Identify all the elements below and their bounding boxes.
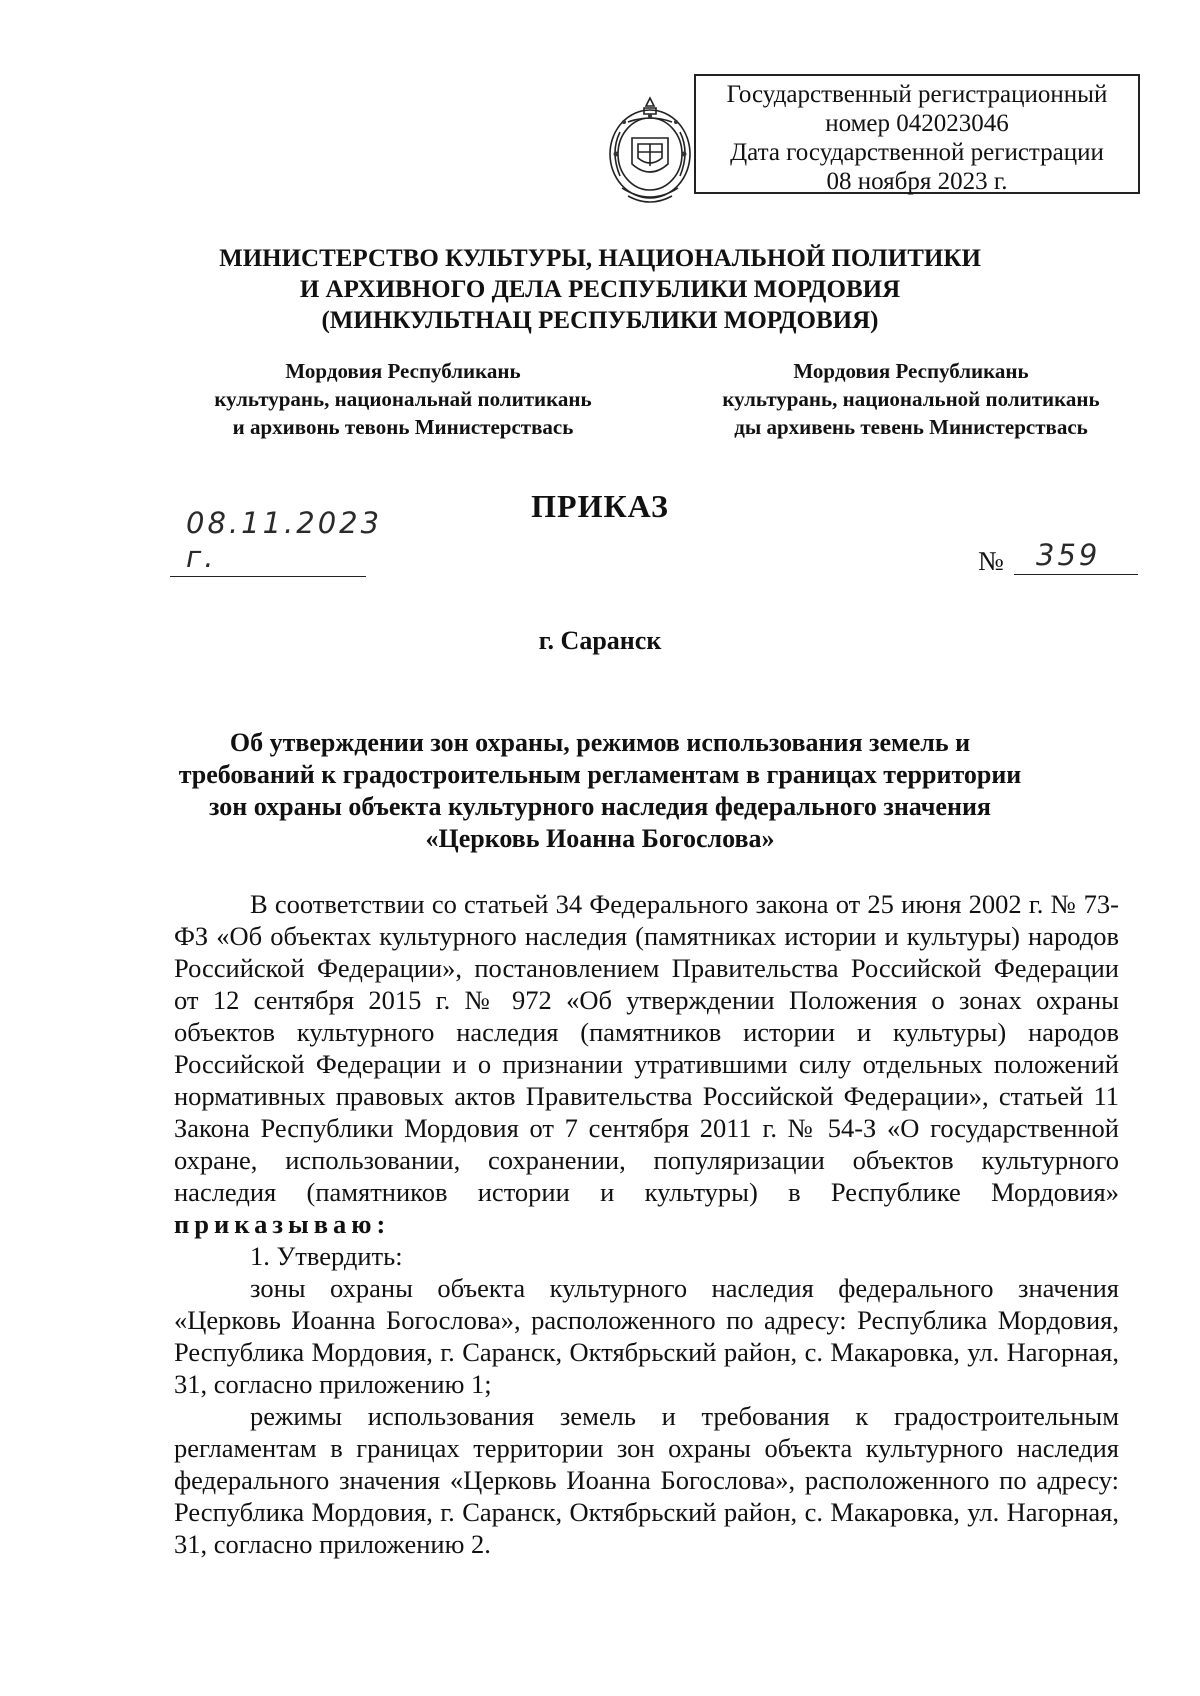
ministry-name-moksha	[178, 357, 628, 441]
moksha-line-3: и архивонь тевонь Министерствась	[232, 415, 574, 439]
city: г. Саранск	[538, 626, 662, 655]
moksha-line-2: культурань, национальнай политикань	[214, 387, 592, 411]
order-number-handwritten: 359	[1036, 538, 1101, 572]
registration-stamp	[694, 74, 1140, 194]
coat-of-arms-icon	[598, 92, 702, 208]
document-type: ПРИКАЗ	[531, 488, 669, 524]
order-date-handwritten: 08.11.2023 г.	[186, 506, 383, 574]
registration-number: номер 042023046	[825, 110, 1009, 137]
title-line-1: Об утверждении зон охраны, режимов использования земель и	[229, 728, 971, 757]
title-line-3: зон охраны объекта культурного наследия федерального значения	[209, 792, 991, 821]
title-line-4: «Церковь Иоанна Богослова»	[425, 824, 775, 853]
order-number-label: №	[978, 546, 1004, 576]
preamble-paragraph	[174, 888, 1119, 1240]
registration-date: 08 ноября 2023 г.	[826, 168, 1008, 195]
order-number-field	[1014, 532, 1138, 575]
ministry-line-1: МИНИСТЕРСТВО КУЛЬТУРЫ, НАЦИОНАЛЬНОЙ ПОЛИТИКИ	[219, 245, 981, 272]
ministry-header	[0, 243, 1200, 336]
preamble-text: В соответствии со статьей 34 Федерального закона от 25 июня 2002 г. № 73-ФЗ «Об объектах культурного наследия (памятниках истории и культуры) народов Российской Федерации», постановлением Правительства Российской Федерации от 12 сентября 2015 г. № 972 «Об утверждении Положения о зонах охраны объектов культурного наследия (памятников истории и культуры) народов Российской Федерации и о признании утратившими силу отдельных положений нормативных правовых актов Правительства Российской Федерации», статьей 11 Закона Республики Мордовия от 7 сентября 2011 г. № 54-З «О государственной охране, использовании, сохранении, популяризации объектов культурного наследия (памятников истории и культуры) в Республике Мордовия»	[174, 889, 1119, 1207]
order-date-field	[170, 506, 383, 577]
document-body	[174, 888, 1119, 1560]
erzya-line-1: Мордовия Республикань	[793, 359, 1029, 383]
moksha-line-1: Мордовия Республикань	[285, 359, 521, 383]
registration-line-3: Дата государственной регистрации	[730, 139, 1104, 166]
registration-line-1: Государственный регистрационный	[726, 81, 1108, 108]
ministry-name-erzya	[676, 357, 1146, 441]
title-line-2: требований к градостроительным регламентам в границах территории	[178, 760, 1022, 789]
document-title	[0, 727, 1200, 855]
item-1-protection-zones: зоны охраны объекта культурного наследия федерального значения «Церковь Иоанна Богослова», расположенного по адресу: Республика Мордовия, Республика Мордовия, г. Саранск, Октябрьский район, с. Макаровка, ул. Нагорная, 31, согласно приложению 1;	[174, 1273, 1119, 1399]
erzya-line-2: культурань, национальной политикань	[722, 387, 1100, 411]
item-1-land-use-regimes: режимы использования земель и требования к градостроительным регламентам в границах территории зон охраны объекта культурного наследия федерального значения «Церковь Иоанна Богослова», расположенного по адресу: Республика Мордовия, г. Саранск, Октябрьский район, с. Макаровка, ул. Нагорная, 31, согласно приложению 2.	[174, 1401, 1119, 1559]
order-word: приказываю:	[174, 1209, 391, 1239]
ministry-line-2: И АРХИВНОГО ДЕЛА РЕСПУБЛИКИ МОРДОВИЯ	[299, 276, 901, 303]
erzya-line-3: ды архивень тевень Министерствась	[734, 415, 1088, 439]
ministry-line-3: (МИНКУЛЬТНАЦ РЕСПУБЛИКИ МОРДОВИЯ)	[321, 307, 879, 334]
item-1: 1. Утвердить:	[250, 1241, 403, 1271]
